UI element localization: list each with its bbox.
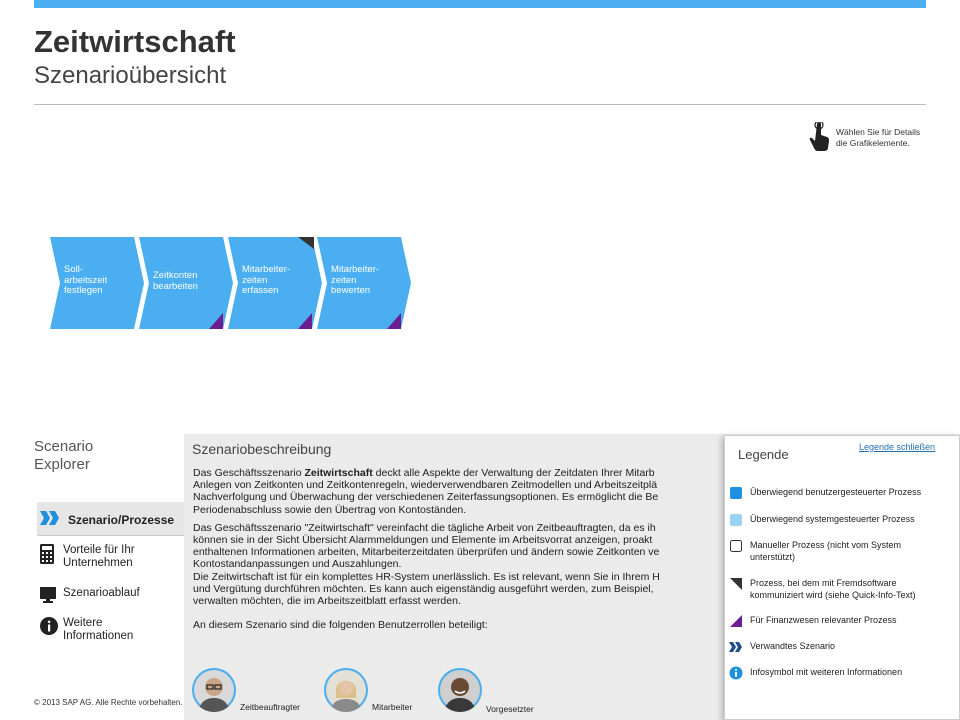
nav-item-vorteile[interactable]: Vorteile für Ihr Unternehmen [37, 544, 184, 572]
system-process-swatch [729, 513, 743, 527]
manual-process-swatch [729, 539, 743, 553]
copyright-text: © 2013 SAP AG. Alle Rechte vorbehalten. [34, 698, 183, 707]
related-scenario-icon [729, 640, 743, 654]
avatar [192, 668, 236, 712]
nav-item-szenarioablauf[interactable]: Szenarioablauf [37, 587, 184, 607]
process-step-zeiten-erfassen[interactable]: Mitarbeiter- zeiten erfassen [228, 237, 322, 329]
legend-title: Legende [738, 447, 789, 462]
third-party-corner-icon [729, 577, 743, 591]
info-icon [729, 666, 743, 680]
process-step-zeiten-bewerten[interactable]: Mitarbeiter- zeiten bewerten [317, 237, 411, 329]
page-subtitle: Szenarioübersicht [34, 62, 227, 89]
nav-item-szenario-prozesse[interactable] [37, 502, 184, 536]
user-roles: Zeitbeauftragter Mitarbeiter Vorgesetzter [192, 668, 752, 720]
monitor-icon [40, 587, 56, 608]
info-icon [40, 617, 58, 640]
description-title: Szenariobeschreibung [192, 441, 332, 457]
process-step-soll-arbeitszeit[interactable]: Soll- arbeitszeit festlegen [50, 237, 144, 329]
legend-panel: Legende Legende schließen Überwiegend benutzergesteuerter Prozess Überwiegend systemgesteuerter Prozess Manueller Prozess (nicht vom System unterstützt) Prozess, bei dem mit Fremdsoftware kommuniziert wird (siehe Quick-Info-Text) Für Finanzwesen relevanter Prozess Verwandtes Szenario Infosymbol mit weiteren Informationen [724, 435, 960, 720]
process-flow [50, 237, 420, 329]
avatar [438, 668, 482, 712]
nav-label: Szenario/Prozesse [68, 513, 175, 527]
description-body: Das Geschäftsszenario Zeitwirtschaft deckt alle Aspekte der Verwaltung der Zeitdaten Ihrer Mitarb Anlegen von Zeitkonten und Zeitkontenregeln, wiederverwendbaren Zeitmodellen und Arbeitszeitplä Nachverfolgung und Überwachung der verschiedenen Zeiterfassungsoptionen. Es ermöglicht die Be Periodenabschluss sowie den Übertrag von Kontoständen. Das Geschäftsszenario "Zeitwirtschaft" vereinfacht die tägliche Arbeit von Zeitbeauftragten, da es ih können sie in der Sicht Übersicht Alarmmeldungen und Elemente im Arbeitsvorrat anzeigen, proakt enthaltenen Informationen arbeiten, Mitarbeiterzeitdaten überprüfen und ändern sowie Zeitkonten ve Kontostandanpassungen und Auszahlungen. Die Zeitwirtschaft ist für ein komplettes HR-System unerlässlich. Es ist relevant, wenn Sie in Ihrem H und Vergütung durchführen möchten. Es kann auch eigenständig ausgeführt werden, zum Beispiel, verwalten möchten, die im Arbeitszeitblatt erfasst werden. An diesem Szenario sind die folgenden Benutzerrollen beteiligt: [193, 467, 660, 632]
process-step-zeitkonten[interactable]: Zeitkonten bearbeiten [139, 237, 233, 329]
header-divider [34, 104, 926, 105]
user-process-swatch [729, 486, 743, 500]
nav-item-weitere-informationen[interactable]: Weitere Informationen [37, 617, 184, 645]
hint-box [808, 122, 938, 152]
finance-corner-icon [729, 614, 743, 628]
hand-pointer-icon [808, 122, 832, 152]
double-chevron-icon [40, 511, 60, 530]
page-title: Zeitwirtschaft [34, 24, 236, 59]
scenario-explorer-title: Scenario Explorer [34, 438, 94, 473]
calculator-icon [40, 544, 54, 569]
avatar [324, 668, 368, 712]
close-legend-link[interactable]: Legende schließen [859, 442, 936, 452]
hint-text: Wählen Sie für Details die Grafikelemente. [836, 127, 921, 148]
top-accent-bar [34, 0, 926, 8]
